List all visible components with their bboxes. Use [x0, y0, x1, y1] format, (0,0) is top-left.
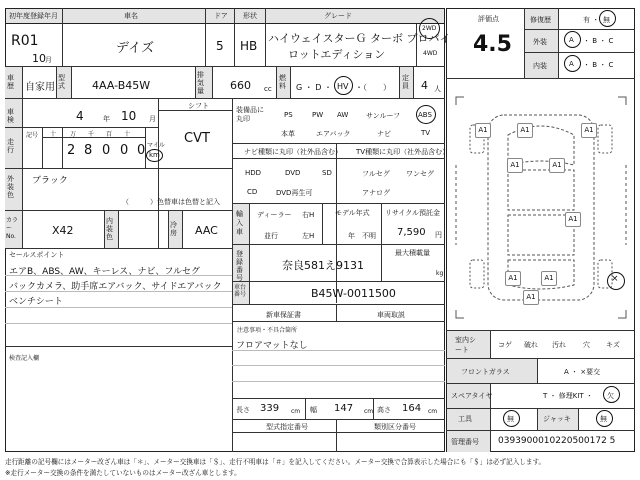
damage-mark-4: A1: [507, 158, 523, 173]
capacity-value: 4: [421, 79, 428, 92]
import-parallel: 並行: [264, 232, 278, 240]
equip-airbag: エアバック: [316, 130, 351, 138]
manual-label: 車両取説: [377, 311, 405, 319]
reg-number: 奈良581え9131: [282, 259, 364, 272]
drive-4wd: 4WD: [423, 50, 438, 57]
odometer-notes-label: 記号: [26, 132, 39, 139]
mgmt-label: 管理番号: [451, 438, 479, 446]
equip-leather: 本革: [281, 130, 295, 138]
footer-line-2: ※走行メーター交換の条件を満たしていないものはメーター改ざん車とします。: [5, 469, 241, 477]
model-label: 型式: [58, 74, 65, 90]
notes-value: フロアマットなし: [236, 341, 308, 351]
navi-label: ナビ種類に丸印（社外品含む）: [244, 148, 342, 156]
equip-navi: ナビ: [377, 130, 391, 138]
odometer-digit-3: 0: [102, 143, 111, 158]
grade-line2: ロットエディション: [288, 48, 386, 61]
drive-2wd: 2WD: [422, 25, 437, 32]
reg-number-label: 登録番号: [236, 250, 243, 282]
int-selected: A: [569, 60, 574, 68]
model-year-label: モデル年式: [335, 209, 370, 217]
shape-label: 形状: [243, 12, 257, 20]
recycle-unit: 円: [435, 231, 442, 239]
disp-value: 660: [230, 79, 251, 92]
spare-selected: 欠: [607, 392, 614, 400]
spare-options: T ・ 修理KIT ・: [543, 392, 593, 400]
height-label: 高さ: [377, 406, 391, 414]
cooler-label: 冷房: [170, 221, 177, 237]
length-label: 長さ: [236, 406, 250, 414]
fuel-label: 燃料: [279, 74, 286, 90]
colorcode-value: X42: [52, 224, 74, 237]
repair-options: 有 ・: [583, 16, 600, 24]
inspection-year: 4: [76, 109, 84, 123]
damage-mark-7: A1: [541, 271, 557, 286]
odometer-digit-label-4: 百: [106, 131, 113, 138]
jack-selected: 無: [600, 415, 607, 423]
length-value: 339: [260, 403, 280, 414]
odometer-digit-label-3: 千: [88, 131, 95, 138]
navi-dvd: DVD: [285, 169, 301, 177]
footer-line-1: 走行距離の記号欄にはメーター改ざん車は「＊」、メーター交換車は「＄」、走行不明車は「＃」を記入してください。メーター交換で合算表示した場合にも「＄」は必ず記入します。: [5, 458, 546, 466]
capacity-label: 定員: [402, 74, 409, 90]
inspector-label: 検査記入欄: [9, 355, 40, 362]
equip-sunroof: サンルーフ: [366, 112, 401, 120]
disp-unit: cc: [264, 85, 272, 93]
glass-options: A ・ ×要交: [564, 368, 601, 376]
tv-analog: アナログ: [362, 189, 390, 197]
length-unit: cm: [291, 408, 301, 415]
ext-label: 外装: [533, 38, 547, 46]
damage-mark-6: A1: [565, 212, 581, 227]
doors-label: ドア: [214, 12, 228, 20]
sales-line-1: エアB、ABS、AW、キーレス、ナビ、フルセグ: [9, 267, 200, 277]
disp-label: 排気量: [197, 71, 204, 95]
odometer-mile-label: マイル: [147, 142, 165, 149]
damage-mark-1: A1: [475, 123, 491, 138]
damage-mark-8: A1: [505, 271, 521, 286]
reg-month: 10: [32, 52, 46, 65]
odometer-digit-2: 8: [84, 143, 93, 158]
new-warranty-label: 新車保証書: [266, 311, 301, 319]
equip-ps: PS: [284, 111, 293, 119]
fuel-rest: ・（ ）: [355, 83, 391, 92]
notes-label: 注意事項・不具合箇所: [237, 327, 298, 334]
int-label: 内装: [533, 62, 547, 70]
glass-label: フロントガラス: [461, 368, 510, 376]
jack-label: ジャッキ: [543, 415, 571, 423]
equip-tv: TV: [421, 129, 431, 137]
doors-value: 5: [216, 39, 224, 53]
ext-selected: A: [569, 36, 574, 44]
odometer-digit-1: 2: [67, 143, 76, 158]
inspection-month: 10: [121, 109, 137, 123]
model-value: 4AA-B45W: [92, 79, 151, 92]
equip-aw: AW: [337, 111, 349, 119]
navi-hdd: HDD: [245, 169, 262, 177]
inspection-year-unit: 年: [103, 115, 110, 123]
seat-opt-3: 汚れ: [552, 341, 566, 349]
seat-opt-4: 穴: [583, 341, 590, 349]
use-value: 自家用: [25, 82, 55, 93]
damage-mark-2: A1: [581, 123, 597, 138]
reg-era: R01: [11, 33, 39, 49]
seat-label: 室内シート: [455, 336, 476, 354]
chassis-label: 車台番号: [234, 284, 247, 298]
shape-value: HB: [240, 39, 258, 53]
tools-label: 工具: [458, 415, 472, 423]
sales-line-3: ベンチシート: [9, 297, 63, 307]
sales-label: セールスポイント: [9, 251, 65, 259]
damage-mark-3: A1: [517, 123, 533, 138]
odometer-digit-label-5: 十: [124, 131, 131, 138]
car-name-label: 車名: [124, 12, 138, 20]
damage-mark-9: A1: [523, 290, 539, 305]
maxload-unit: kg: [436, 270, 444, 277]
width-label: 幅: [310, 406, 317, 414]
tv-label: TV種類に丸印（社外品含む）: [356, 148, 450, 156]
rating-label: 評価点: [478, 15, 499, 23]
navi-sd: SD: [322, 169, 332, 177]
exterior-note: （ ）色替車は色替と記入: [122, 198, 220, 206]
exterior-color: ブラック: [32, 176, 68, 186]
fuel-options: G ・ D ・: [296, 83, 332, 92]
height-value: 164: [402, 403, 422, 414]
maxload-label: 最大積載量: [395, 249, 430, 257]
repair-label: 修復歴: [530, 16, 551, 24]
equip-pw: PW: [312, 111, 324, 119]
import-right: 右H: [302, 211, 315, 219]
spare-label: スペアタイヤ: [451, 392, 493, 400]
tv-fullseg: フルセグ: [362, 170, 390, 178]
import-dealer: ディーラー: [257, 211, 292, 219]
grade-line1: ハイウェイスターＧ ターボ プロパイ: [268, 32, 451, 45]
damage-mark-5: A1: [549, 158, 565, 173]
odometer-km: km: [149, 151, 160, 159]
seat-opt-5: キズ: [606, 341, 620, 349]
equip-abs: ABS: [418, 111, 432, 119]
chassis-value: B45W-0011500: [311, 287, 396, 300]
odometer-digit-label-2: 万: [70, 131, 77, 138]
inspection-month-unit: 月: [149, 115, 156, 123]
width-value: 147: [334, 403, 354, 414]
import-left: 左H: [302, 232, 315, 240]
damage-check: ×: [611, 274, 619, 284]
int-rest: ・ B ・ C: [583, 61, 614, 69]
repair-selected: 無: [603, 16, 610, 24]
import-label: 輸入車: [236, 210, 243, 236]
colorcode-label: カラーNo.: [6, 217, 19, 240]
odometer-digit-5: 0: [137, 143, 146, 158]
navi-cd: CD: [247, 188, 258, 196]
shift-label: シフト: [188, 102, 209, 110]
interior-label: 内装色: [106, 217, 113, 241]
inspection-label: 車検: [7, 108, 14, 124]
equipment-label: 装備品に丸印: [236, 106, 264, 123]
exterior-label: 外装色: [7, 175, 14, 199]
cooler-value: AAC: [195, 224, 218, 237]
car-name: デイズ: [116, 41, 154, 56]
recycle-value: 7,590: [397, 227, 426, 238]
sales-line-2: バックカメラ、助手席エアバック、サイドエアバック: [9, 282, 222, 292]
rating-value: 4.5: [473, 32, 512, 57]
height-unit: cm: [428, 408, 438, 415]
odometer-label: 走行: [7, 138, 14, 154]
shift-value: CVT: [184, 131, 210, 146]
typecert-label: 型式指定番号: [266, 423, 308, 431]
capacity-unit: 人: [434, 85, 441, 93]
tv-oneseg: ワンセグ: [406, 170, 434, 178]
odometer-digit-4: 0: [120, 143, 129, 158]
odometer-digit-label-1: 十: [50, 131, 57, 138]
seat-opt-2: 破れ: [524, 341, 538, 349]
fuel-selected: HV: [337, 82, 349, 91]
class-label: 類別区分番号: [374, 423, 416, 431]
navi-dvd-play: DVD再生可: [276, 189, 313, 197]
mgmt-number: 0393900010220500172 5: [498, 436, 616, 446]
model-year-value: 年 不明: [348, 232, 376, 240]
grade-label: グレード: [324, 12, 352, 20]
ext-rest: ・ B ・ C: [583, 37, 614, 45]
seat-opt-1: コゲ: [498, 341, 512, 349]
tools-selected: 無: [507, 415, 514, 423]
reg-date-label: 初年度登録年月: [9, 12, 58, 20]
reg-month-unit: 月: [45, 56, 52, 64]
use-label: 車歴: [7, 74, 14, 90]
recycle-label: リサイクル預託金: [385, 209, 441, 217]
width-unit: cm: [364, 408, 374, 415]
